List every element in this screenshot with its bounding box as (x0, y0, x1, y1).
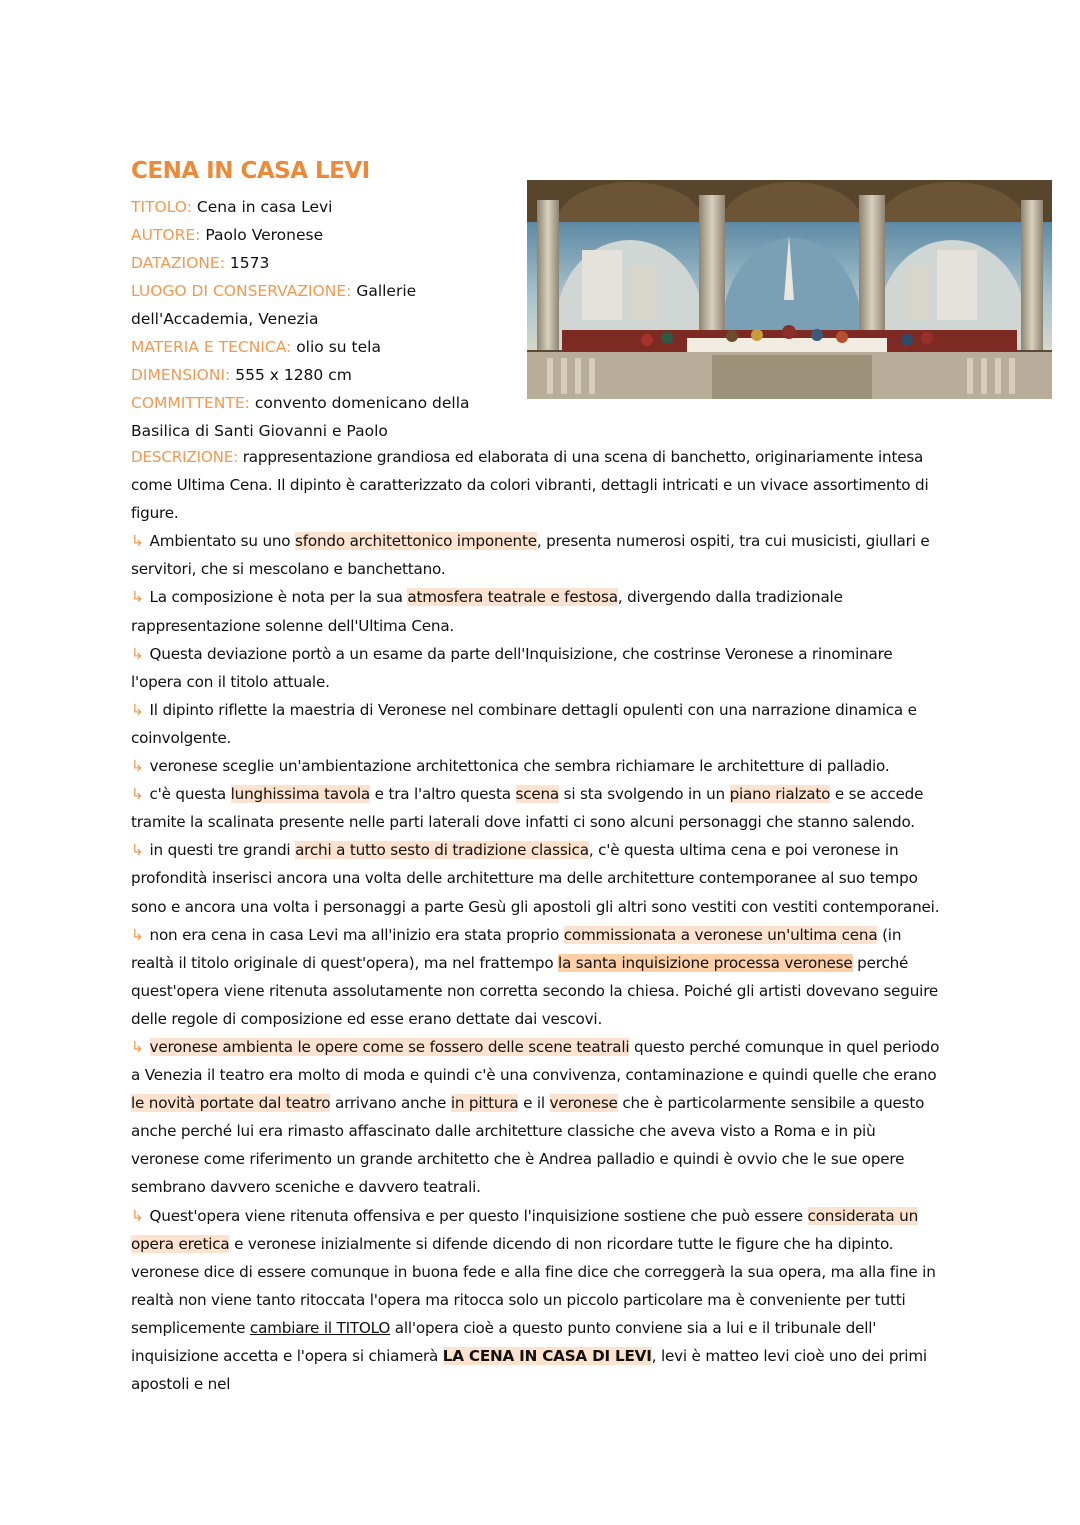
bullet-item (131, 583, 946, 639)
meta-dimensions-row (131, 361, 526, 389)
meta-technique-row (131, 333, 526, 361)
text-span: la santa inquisizione processa veronese (558, 953, 853, 972)
text-span: La composizione è nota per la sua (149, 588, 408, 607)
bullet-item (131, 780, 946, 836)
text-span: lunghissima tavola (230, 785, 371, 804)
text-span: , presenta numerosi ospiti, tra cui musicisti, giullari e servitori, che si mescolano e banchettano. (131, 532, 930, 579)
arrow-icon: ↳ (131, 1206, 144, 1225)
text-span: che è particolarmente sensibile a questo anche perché lui era rimasto affascinato dalle architetture classiche che aveva visto a Roma e in più veronese come riferimento un grande architetto che è Andrea palladio e quindi è ovvio che le sue opere sembrano davvero sceniche e davvero teatrali. (131, 1094, 925, 1197)
text-span: arrivano anche (330, 1094, 451, 1113)
arrow-icon: ↳ (131, 644, 144, 663)
text-span: LA CENA IN CASA DI LEVI (442, 1347, 652, 1365)
text-span: Cena in casa Levi (196, 198, 333, 216)
text-span: Quest'opera viene ritenuta offensiva e per questo l'inquisizione sostiene che può essere (149, 1206, 808, 1225)
text-span: olio su tela (296, 338, 381, 356)
text-span: , divergendo dalla tradizionale rappresentazione solenne dell'Ultima Cena. (131, 588, 843, 635)
arrow-icon: ↳ (131, 700, 144, 719)
bullet-item (131, 527, 946, 583)
text-span: si sta svolgendo in un (559, 785, 730, 804)
text-span: convento domenicano della Basilica di Santi Giovanni e Paolo (131, 394, 470, 440)
bullet-item (131, 752, 946, 780)
text-span: veronese sceglie un'ambientazione architettonica che sembra richiamare le architetture di palladio. (149, 757, 890, 776)
text-span: COMMITTENTE: (131, 394, 250, 412)
arrow-icon: ↳ (131, 532, 144, 551)
text-span: DESCRIZIONE: (131, 448, 239, 466)
text-span: MATERIA E TECNICA: (131, 338, 292, 356)
meta-title-row (131, 193, 526, 221)
text-span: Paolo Veronese (205, 226, 324, 244)
text-span: 1573 (229, 254, 270, 272)
text-span: DIMENSIONI: (131, 366, 231, 384)
text-span: 555 x 1280 cm (235, 366, 352, 384)
bullet-item (131, 1202, 946, 1399)
text-span: DATAZIONE: (131, 254, 225, 272)
text-span: perché quest'opera viene ritenuta assolutamente non corretta secondo la chiesa. Poiché gli artisti dovevano seguire delle regole di composizione ed esse erano dettate dai vescovi. (131, 953, 939, 1028)
text-span: scena (515, 785, 560, 804)
text-span: rappresentazione grandiosa ed elaborata di una scena di banchetto, originariamente intesa come Ultima Cena. Il dipinto è caratterizzato da colori vibranti, dettagli intricati e un vivace assortimento di figure. (131, 448, 929, 523)
text-span: questo perché comunque in quel periodo a Venezia il teatro era molto di moda e quindi c'è una convivenza, contaminazione e quindi quelle che erano (131, 1037, 940, 1085)
text-span: , levi è matteo levi cioè uno dei primi apostoli e nel (131, 1347, 927, 1394)
arrow-icon: ↳ (131, 1037, 144, 1056)
text-span: le novità portate dal teatro (131, 1094, 331, 1113)
arrow-icon: ↳ (131, 757, 144, 776)
text-span: veronese ambienta le opere come se fossero delle scene teatrali (149, 1037, 630, 1056)
text-span: commissionata a veronese un'ultima cena (563, 925, 878, 944)
bullet-item (131, 921, 946, 1033)
painting-image (527, 180, 1052, 399)
arrow-icon: ↳ (131, 925, 144, 944)
description-paragraph (131, 443, 946, 527)
text-span: (in realtà il titolo originale di quest'opera), ma nel frattempo (131, 925, 902, 972)
text-span: TITOLO: (131, 198, 192, 216)
text-span: piano rialzato (729, 785, 831, 804)
text-span: e veronese inizialmente si difende dicendo di non ricordare tutte le figure che ha dipinto. veronese dice di essere comunque in buona fede e alla fine dice che correggerà la sua opera, ma alla fine in realtà non viene tanto ritoccata l'opera ma ritocca solo un piccolo particolare ma è conveniente per tutti semplicemente (131, 1234, 936, 1337)
text-span: cambiare il TITOLO (249, 1318, 391, 1337)
meta-author-row (131, 221, 526, 249)
text-span: Ambientato su uno (149, 532, 296, 551)
text-span: , c'è questa ultima cena e poi veronese in profondità inserisci ancora una volta delle architetture ma delle architetture contemporanee al suo tempo sono e ancora una volta i personaggi a parte Gesù gli apostoli gli altri sono vestiti con vestiti contemporanei. (131, 841, 940, 916)
text-span: Gallerie dell'Accademia, Venezia (131, 282, 417, 328)
text-span: considerata un opera eretica (131, 1206, 919, 1253)
bullet-item (131, 696, 946, 752)
text-span: e il (518, 1094, 550, 1113)
bullet-item (131, 640, 946, 696)
text-span: in questi tre grandi (149, 841, 296, 860)
arrow-icon: ↳ (131, 841, 144, 860)
bullet-item (131, 836, 946, 920)
text-span: veronese (549, 1094, 618, 1113)
meta-location-row (131, 277, 516, 333)
text-span: all'opera cioè a questo punto conviene sia a lui e il tribunale dell' inquisizione accetta e l'opera si chiamerà (131, 1318, 877, 1365)
text-span: archi a tutto sesto di tradizione classica (295, 841, 589, 860)
meta-date-row (131, 249, 526, 277)
arrow-icon: ↳ (131, 588, 144, 607)
text-span: non era cena in casa Levi ma all'inizio era stata proprio (149, 925, 564, 944)
text-span: c'è questa (149, 785, 231, 804)
text-span: sfondo architettonico imponente (295, 532, 537, 551)
body-text (131, 443, 946, 1398)
page-title: CENA IN CASA LEVI (131, 158, 370, 184)
text-span: AUTORE: (131, 226, 201, 244)
text-span: LUOGO DI CONSERVAZIONE: (131, 282, 352, 300)
metadata-block (131, 193, 526, 445)
text-span: e tra l'altro questa (370, 785, 516, 804)
meta-commissioner-row (131, 389, 526, 445)
text-span: atmosfera teatrale e festosa (407, 588, 618, 607)
bullet-item (131, 1033, 946, 1202)
text-span: Questa deviazione portò a un esame da parte dell'Inquisizione, che costrinse Veronese a rinominare l'opera con il titolo attuale. (131, 644, 893, 691)
text-span: in pittura (450, 1094, 519, 1113)
text-span: e se accede tramite la scalinata presente nelle parti laterali dove infatti ci sono alcuni personaggi che stanno salendo. (131, 785, 924, 832)
text-span: Il dipinto riflette la maestria di Veronese nel combinare dettagli opulenti con una narrazione dinamica e coinvolgente. (131, 700, 917, 747)
arrow-icon: ↳ (131, 785, 144, 804)
